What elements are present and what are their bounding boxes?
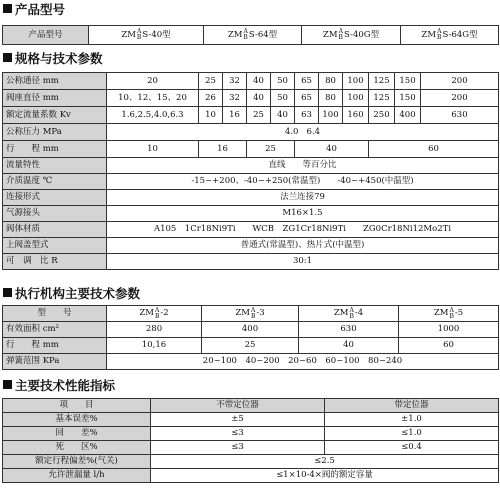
cell: 10、12、15、20 — [107, 90, 199, 107]
cell: 4.0 6.4 — [107, 124, 499, 141]
cell: 32 — [223, 73, 247, 90]
model-cell: ZM A B -5 — [399, 306, 499, 322]
cell: 80 — [319, 90, 343, 107]
section-title-actuator: 执行机构主要技术参数 — [3, 285, 140, 300]
cell: 50 — [271, 73, 295, 90]
row-label: 公称压力 MPa — [3, 124, 107, 141]
cell: 50 — [271, 90, 295, 107]
row-label: 额定流量系数 Kv — [3, 107, 107, 124]
cell: 400 — [395, 107, 421, 124]
cell: 280 — [107, 322, 202, 338]
model-cell: ZM A B -2 — [107, 306, 202, 322]
cell: 1.6,2.5,4.0,6.3 — [107, 107, 199, 124]
cell: 25 — [202, 338, 299, 354]
cell: 630 — [421, 107, 499, 124]
model-table — [2, 25, 499, 45]
cell: ≤2.5 — [151, 455, 499, 469]
row-label: 阀体材质 — [3, 222, 107, 238]
square-bullet-icon — [3, 53, 12, 62]
cell: -15~+200、-40~+250(常温型) -40~+450(中温型) — [107, 174, 499, 190]
section-title-spec: 规格与技术参数 — [3, 50, 103, 65]
model-cell: ZM A B S-40G型 — [302, 26, 401, 45]
row-label: 行 程 mm — [3, 338, 107, 354]
cell: 直线 等百分比 — [107, 158, 499, 174]
actuator-table — [2, 305, 499, 370]
cell: 630 — [299, 322, 399, 338]
cell: ≤3 — [151, 427, 325, 441]
row-label: 允许泄漏量 l/h — [3, 469, 151, 483]
row-label: 产品型号 — [3, 26, 89, 45]
cell: 普通式(常温型)、热片式(中温型) — [107, 238, 499, 254]
cell: 400 — [202, 322, 299, 338]
header-cell: 不带定位器 — [151, 399, 325, 413]
cell: 10,16 — [107, 338, 202, 354]
header-cell: 带定位器 — [325, 399, 499, 413]
cell: 65 — [295, 90, 319, 107]
row-label: 额定行程偏差%(气关) — [3, 455, 151, 469]
row-label: 流量特性 — [3, 158, 107, 174]
cell: 200 — [421, 73, 499, 90]
cell: 40 — [295, 141, 369, 158]
row-label: 连接形式 — [3, 190, 107, 206]
cell: 63 — [295, 107, 319, 124]
square-bullet-icon — [3, 4, 12, 13]
row-label: 回 差% — [3, 427, 151, 441]
performance-table — [2, 398, 499, 483]
row-label: 弹簧范围 KPa — [3, 354, 107, 370]
model-cell: ZM A B S-40型 — [89, 26, 204, 45]
section-title-performance: 主要技术性能指标 — [3, 377, 115, 392]
cell: 40 — [299, 338, 399, 354]
cell: 250 — [369, 107, 395, 124]
cell: 125 — [369, 90, 395, 107]
row-label: 基本误差% — [3, 413, 151, 427]
cell: 40 — [247, 90, 271, 107]
cell: 60 — [399, 338, 499, 354]
row-label: 介质温度 ℃ — [3, 174, 107, 190]
model-cell: ZM A B S-64型 — [204, 26, 302, 45]
row-label: 有效面积 cm² — [3, 322, 107, 338]
cell: ≤3 — [151, 441, 325, 455]
cell: 60 — [369, 141, 499, 158]
cell: 法兰连接79 — [107, 190, 499, 206]
cell: 200 — [421, 90, 499, 107]
square-bullet-icon — [3, 380, 12, 389]
cell: 125 — [369, 73, 395, 90]
cell: 65 — [295, 73, 319, 90]
cell: 30:1 — [107, 254, 499, 270]
cell: 40 — [247, 73, 271, 90]
row-label: 阀座直径 mm — [3, 90, 107, 107]
cell: 26 — [199, 90, 223, 107]
cell: 25 — [247, 141, 295, 158]
cell: 100 — [343, 73, 369, 90]
cell: ≤1.0 — [325, 427, 499, 441]
spec-table — [2, 72, 499, 270]
cell: 10 — [107, 141, 199, 158]
row-label: 死 区% — [3, 441, 151, 455]
header-cell: 项 目 — [3, 399, 151, 413]
cell: 1000 — [399, 322, 499, 338]
cell: 16 — [199, 141, 247, 158]
model-cell: ZM A B S-64G型 — [401, 26, 499, 45]
cell: 40 — [271, 107, 295, 124]
cell: 20 — [107, 73, 199, 90]
row-label: 气源接头 — [3, 206, 107, 222]
cell: 16 — [223, 107, 247, 124]
cell: 100 — [343, 90, 369, 107]
cell: 150 — [395, 73, 421, 90]
row-label: 上阀盖型式 — [3, 238, 107, 254]
cell: 80 — [319, 73, 343, 90]
cell: M16×1.5 — [107, 206, 499, 222]
cell: 100 — [319, 107, 343, 124]
cell: 10 — [199, 107, 223, 124]
section-title-model: 产品型号 — [3, 1, 65, 16]
row-label: 型 号 — [3, 306, 107, 322]
cell: ≤1×10-4×阀的额定容量 — [151, 469, 499, 483]
cell: ±1.0 — [325, 413, 499, 427]
cell: 150 — [395, 90, 421, 107]
square-bullet-icon — [3, 288, 12, 297]
cell: ±5 — [151, 413, 325, 427]
cell: A105 1Cr18Ni9Ti WCB ZG1Cr18Ni9Ti ZG0Cr18Ni12Mo2Ti — [107, 222, 499, 238]
cell: 25 — [247, 107, 271, 124]
model-cell: ZM A B -3 — [202, 306, 299, 322]
cell: 32 — [223, 90, 247, 107]
cell: ≤0.4 — [325, 441, 499, 455]
cell: 20~100 40~200 20~60 60~100 80~240 — [107, 354, 499, 370]
row-label: 公称通径 mm — [3, 73, 107, 90]
cell: 160 — [343, 107, 369, 124]
cell: 25 — [199, 73, 223, 90]
row-label: 可 调 比 R — [3, 254, 107, 270]
model-cell: ZM A B -4 — [299, 306, 399, 322]
row-label: 行 程 mm — [3, 141, 107, 158]
